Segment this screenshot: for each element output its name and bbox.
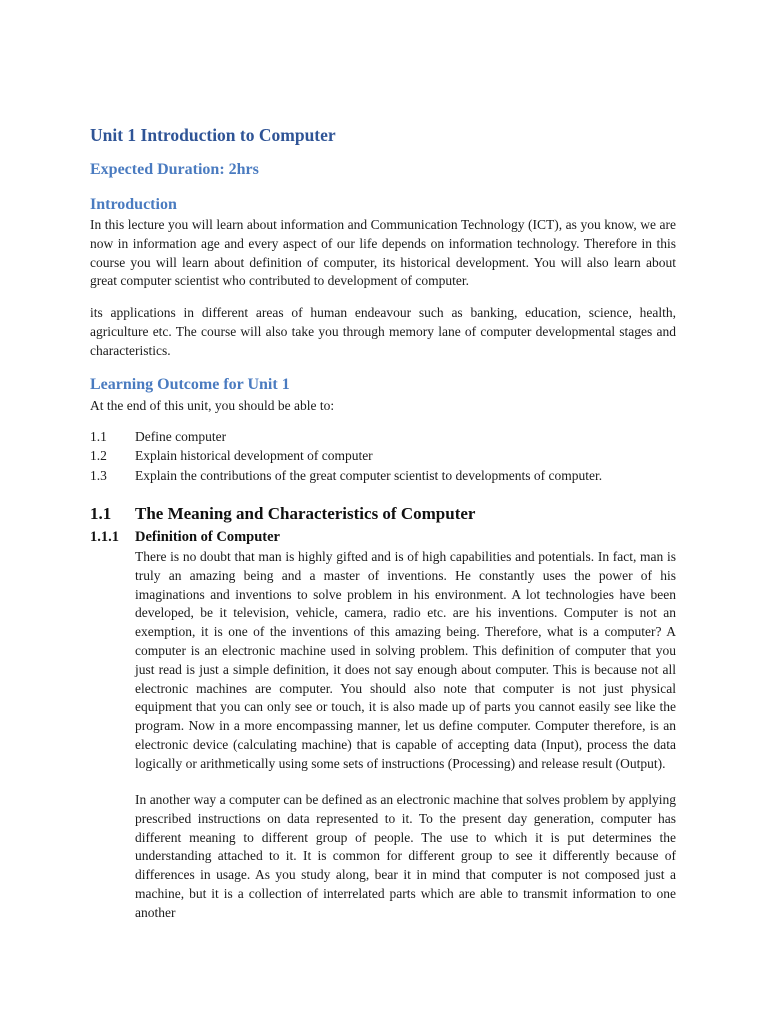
list-item bbox=[90, 446, 602, 465]
list-item-text: Define computer bbox=[135, 429, 227, 444]
list-item-text: Explain the contributions of the great computer scientist to developments of computer. bbox=[135, 467, 603, 483]
list-item-text: Explain historical development of computer bbox=[135, 448, 373, 464]
definition-paragraph-2: In another way a computer can be defined as an electronic machine that solves problem by applying prescribed instructions on data represented to it. To the present day generation, computer has different meaning to different group of people. The use to which it is put determines the understanding attached to it. It is common for different group to see it differently because of differences in usage. As you study along, bear it in mind that computer is not composed just a machine, but it is a collection of interrelated parts which are able to transmit information to one another bbox=[135, 792, 676, 920]
introduction-paragraph-2: its applications in different areas of human endeavour such as banking, education, science, health, agriculture etc. The course will also take you through memory lane of computer developmental stages and characteristics. bbox=[90, 305, 676, 358]
introduction-paragraph-1: In this lecture you will learn about information and Communication Technology (ICT), as you know, we are now in information age and every aspect of our life depends on information technology. Therefore in this course you will learn about definition of computer, its historical development. You will also learn about great computer scientist who contributed to development of computer. bbox=[90, 217, 676, 289]
list-item-number: 1.3 bbox=[90, 467, 107, 483]
subsection-title: Definition of Computer bbox=[135, 529, 280, 545]
list-item-number: 1.2 bbox=[90, 448, 107, 464]
unit-title: Unit 1 Introduction to Computer bbox=[90, 125, 336, 145]
list-item-number: 1.1 bbox=[90, 429, 107, 444]
section-heading bbox=[90, 503, 475, 525]
section-title: The Meaning and Characteristics of Computer bbox=[135, 504, 476, 523]
section-number: 1.1 bbox=[90, 504, 112, 523]
learning-outcome-lead: At the end of this unit, you should be able to: bbox=[90, 398, 335, 413]
list-item bbox=[90, 466, 602, 485]
definition-paragraph-1: There is no doubt that man is highly gifted and is of high capabilities and potentials. In fact, man is truly an amazing being and a master of inventions. He constantly uses the power of his imaginations and inventions to solve problem in his environment. A lot technologies have been developed, be it television, vehicle, camera, radio etc. are his inventions. Computer is not an exemption, it is one of the inventions of this amazing being. Therefore, what is a computer? A computer is an electronic machine used in solving problem. This definition of computer that you just read is just a simple definition, it does not say enough about computer. This is because not all electronic machines are computer. You should also note that computer is not just physical equipment that you can only see or touch, it is also made up of parts you cannot easily see like the program. Now in a more encompassing manner, let us define computer. Computer therefore, is an electronic device (calculating machine) that is capable of accepting data (Input), process the data logically or arithmetically using some sets of instructions (Processing) and release result (Output). bbox=[135, 549, 676, 771]
subsection-number: 1.1.1 bbox=[90, 529, 119, 545]
learning-outcome-list bbox=[90, 427, 602, 485]
introduction-heading: Introduction bbox=[90, 196, 177, 213]
learning-outcome-heading: Learning Outcome for Unit 1 bbox=[90, 376, 290, 393]
subsection-heading bbox=[90, 527, 280, 547]
list-item bbox=[90, 427, 602, 446]
expected-duration: Expected Duration: 2hrs bbox=[90, 161, 259, 178]
